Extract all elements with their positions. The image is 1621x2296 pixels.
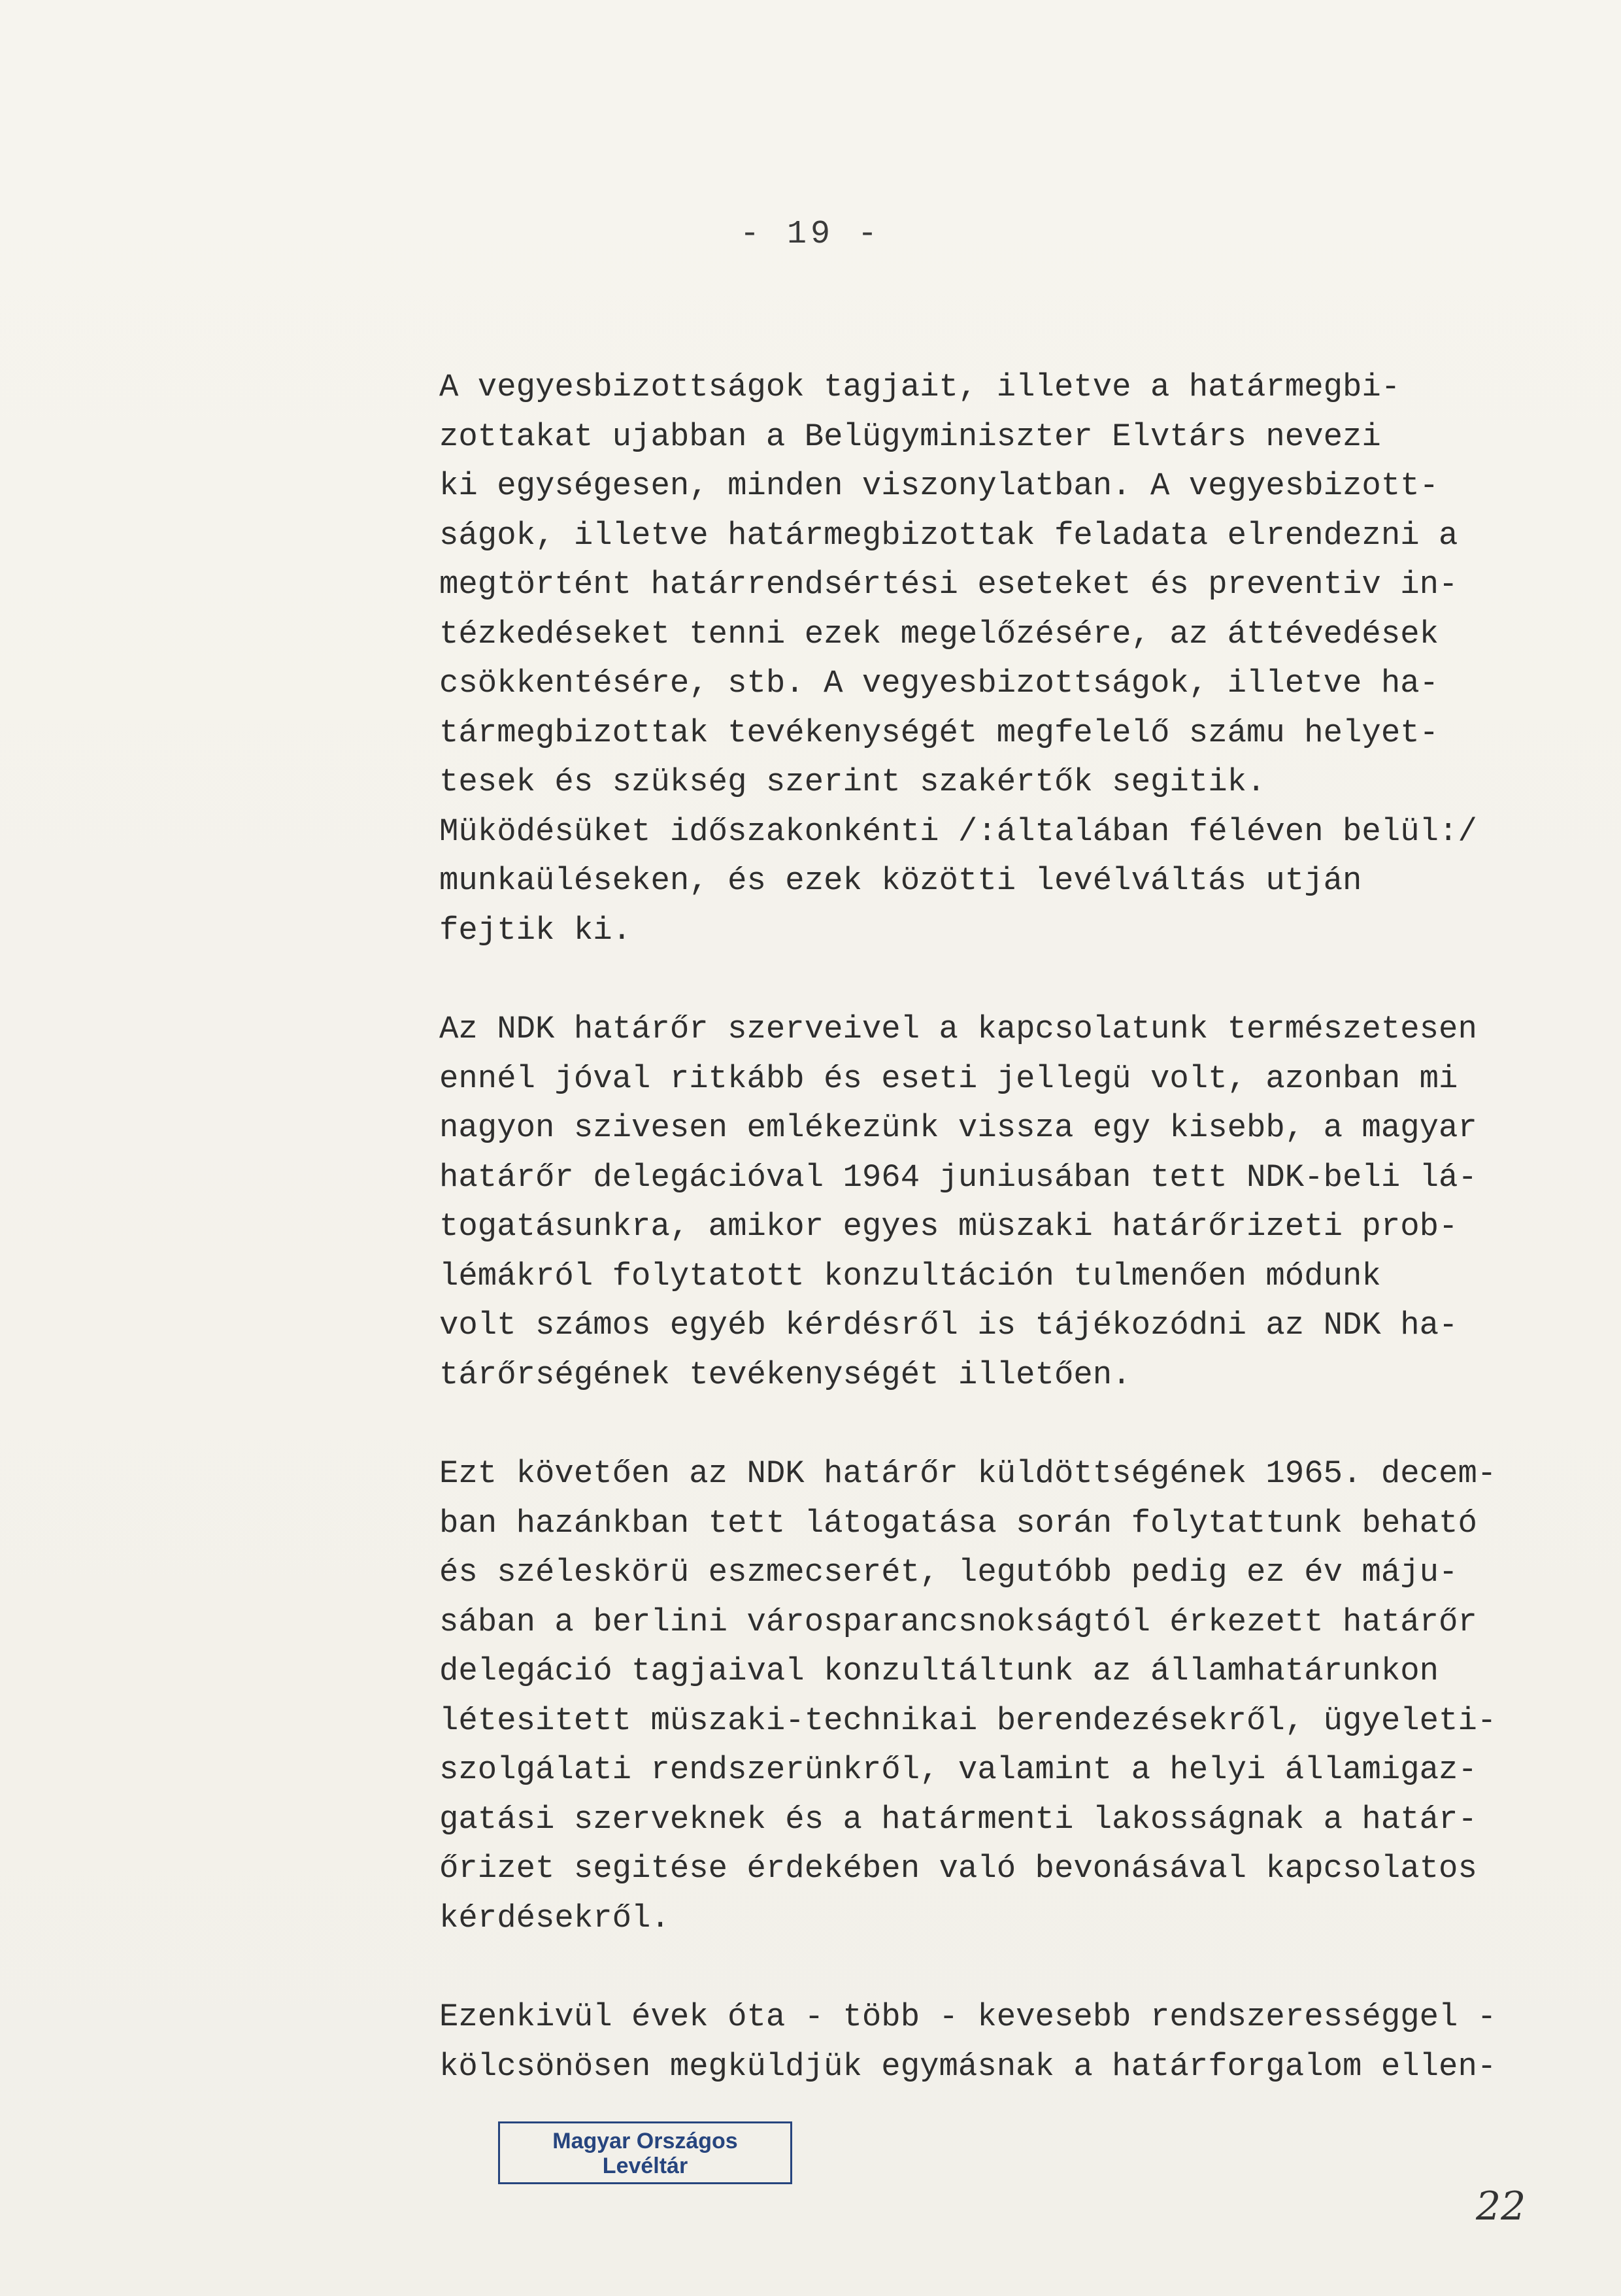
paragraph-2	[439, 1005, 1537, 1400]
stamp-line-1: Magyar Országos	[552, 2129, 738, 2153]
text-line: ennél jóval ritkább és eseti jellegü volt, azonban mi	[439, 1060, 1458, 1097]
text-line: határőr delegációval 1964 juniusában tett NDK-beli lá-	[439, 1158, 1477, 1196]
stamp-line-2: Levéltár	[602, 2153, 688, 2178]
text-line: tárőrségének tevékenységét illetően.	[439, 1356, 1131, 1393]
text-line: és széleskörü eszmecserét, legutóbb pedig ez év máju-	[439, 1554, 1458, 1591]
text-line: togatásunkra, amikor egyes müszaki határőrizeti prob-	[439, 1208, 1458, 1245]
text-line: volt számos egyéb kérdésről is tájékozódni az NDK ha-	[439, 1307, 1458, 1343]
text-line: tármegbizottak tevékenységét megfelelő számu helyet-	[439, 714, 1439, 751]
folio-number: 22	[1476, 2184, 1526, 2229]
text-line: ki egységesen, minden viszonylatban. A vegyesbizott-	[439, 467, 1439, 504]
text-line: fejtik ki.	[439, 911, 632, 949]
text-line: őrizet segitése érdekében való bevonásával kapcsolatos	[439, 1850, 1477, 1887]
archive-stamp	[498, 2121, 792, 2184]
body-text	[439, 363, 1537, 2141]
text-line: zottakat ujabban a Belügyminiszter Elvtárs nevezi	[439, 418, 1381, 455]
text-line: Ezt követően az NDK határőr küldöttségének 1965. decem-	[439, 1455, 1497, 1492]
text-line: lémákról folytatott konzultáción tulmenően módunk	[439, 1257, 1381, 1294]
text-line: megtörtént határrendsértési eseteket és preventiv in-	[439, 566, 1458, 603]
text-line: gatási szerveknek és a határmenti lakosságnak a határ-	[439, 1800, 1477, 1838]
paragraph-4	[439, 1993, 1537, 2091]
text-line: tézkedéseket tenni ezek megelőzésére, az áttévedések	[439, 615, 1439, 652]
text-line: ban hazánkban tett látogatása során folytattunk beható	[439, 1504, 1477, 1542]
text-line: Müködésüket időszakonkénti /:általában féléven belül:/	[439, 813, 1477, 850]
text-line: kérdésekről.	[439, 1899, 670, 1936]
text-line: Ezenkivül évek óta - több - kevesebb rendszerességgel -	[439, 1999, 1497, 2035]
page-number: - 19 -	[739, 216, 882, 253]
text-line: nagyon szivesen emlékezünk vissza egy kisebb, a magyar	[439, 1109, 1477, 1146]
text-line: kölcsönösen megküldjük egymásnak a határforgalom ellen-	[439, 2048, 1497, 2085]
text-line: létesitett müszaki-technikai berendezésekről, ügyeleti-	[439, 1702, 1497, 1739]
text-line: delegáció tagjaival konzultáltunk az államhatárunkon	[439, 1653, 1439, 1689]
text-line: szolgálati rendszerünkről, valamint a helyi államigaz-	[439, 1751, 1477, 1788]
text-line: tesek és szükség szerint szakértők segitik.	[439, 764, 1266, 800]
paragraph-1	[439, 363, 1537, 955]
text-line: munkaüléseken, és ezek közötti levélváltás utján	[439, 862, 1362, 899]
text-line: ságok, illetve határmegbizottak feladata elrendezni a	[439, 516, 1458, 554]
paragraph-3	[439, 1449, 1537, 1943]
text-line: csökkentésére, stb. A vegyesbizottságok, illetve ha-	[439, 665, 1439, 701]
text-line: A vegyesbizottságok tagjait, illetve a határmegbi-	[439, 369, 1401, 405]
text-line: Az NDK határőr szerveivel a kapcsolatunk természetesen	[439, 1011, 1477, 1047]
text-line: sában a berlini városparancsnokságtól érkezett határőr	[439, 1603, 1477, 1640]
